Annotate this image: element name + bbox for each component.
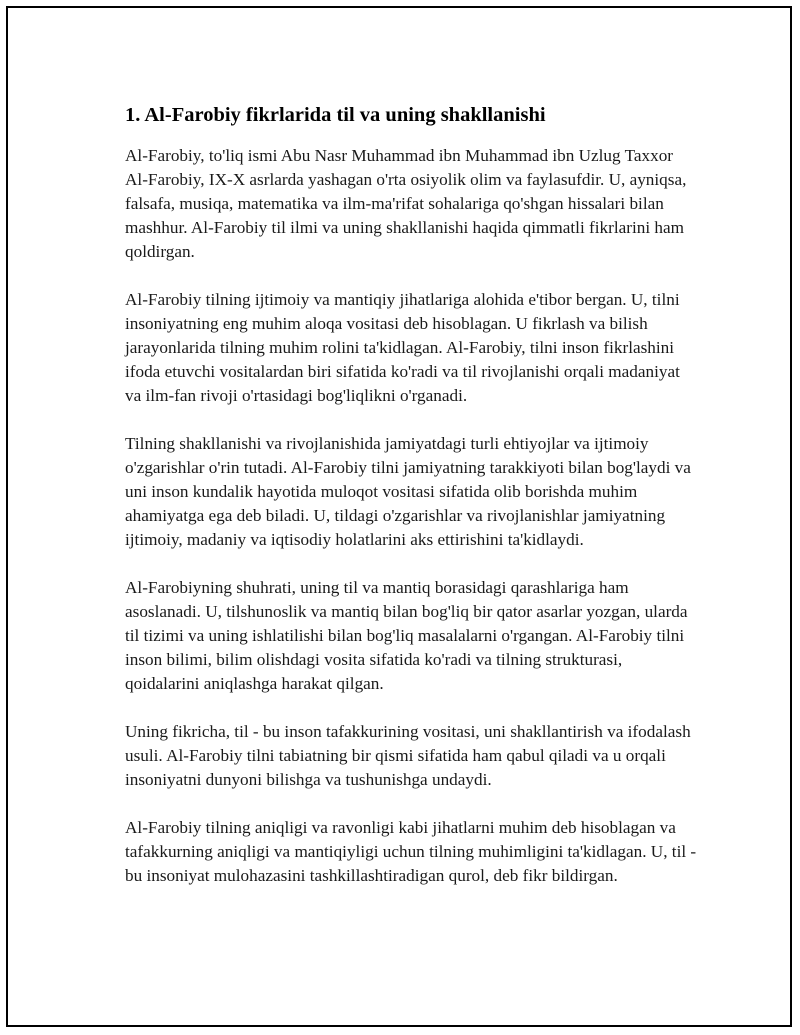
paragraph-2: Al-Farobiy tilning ijtimoiy va mantiqiy jihatlariga alohida e'tibor bergan. U, tilni insoniyatning eng muhim aloqa vositasi deb hisoblagan. U fikrlash va bilish jarayonlarida tilning muhim rolini ta'kidlagan. Al-Farobiy, tilni inson fikrlashini ifoda etuvchi vositalardan biri sifatida ko'radi va til rivojlanishi orqali madaniyat va ilm-fan rivoji o'rtasidagi bog'liqlikni o'rganadi. bbox=[125, 290, 680, 405]
paragraph-5: Uning fikricha, til - bu inson tafakkurining vositasi, uni shakllantirish va ifodalash usuli. Al-Farobiy tilni tabiatning bir qismi sifatida ham qabul qiladi va u orqali insoniyatni dunyoni bilishga va tushunishga undaydi. bbox=[125, 722, 691, 789]
document-body bbox=[125, 102, 697, 912]
paragraph-6: Al-Farobiy tilning aniqligi va ravonligi kabi jihatlarni muhim deb hisoblagan va tafakkurning aniqligi va mantiqiyligi uchun tilning muhimligini ta'kidlagan. U, til - bu insoniyat mulohazasini tashkillashtiradigan qurol, deb fikr bildirgan. bbox=[125, 818, 697, 885]
paragraph-4: Al-Farobiyning shuhrati, uning til va mantiq borasidagi qarashlariga ham asoslanadi. U, tilshunoslik va mantiq bilan bog'liq bir qator asarlar yozgan, ularda til tizimi va uning ishlatilishi bilan bog'liq masalalarni o'rgangan. Al-Farobiy tilni inson bilimi, bilim olishdagi vosita sifatida ko'radi va tilning strukturasi, qoidalarini aniqlashga harakat qilgan. bbox=[125, 578, 688, 693]
paragraph-1: Al-Farobiy, to'liq ismi Abu Nasr Muhammad ibn Muhammad ibn Uzlug Taxxor Al-Farobiy, IX-X asrlarda yashagan o'rta osiyolik olim va faylasufdir. U, ayniqsa, falsafa, musiqa, matematika va ilm-ma'rifat sohalariga qo'shgan hissalari bilan mashhur. Al-Farobiy til ilmi va uning shakllanishi haqida qimmatli fikrlarini ham qoldirgan. bbox=[125, 146, 687, 261]
page-border bbox=[6, 6, 792, 1027]
section-heading: 1. Al-Farobiy fikrlarida til va uning shakllanishi bbox=[125, 104, 546, 126]
paragraph-3: Tilning shakllanishi va rivojlanishida jamiyatdagi turli ehtiyojlar va ijtimoiy o'zgarishlar o'rin tutadi. Al-Farobiy tilni jamiyatning tarakkiyoti bilan bog'laydi va uni inson kundalik hayotida muloqot vositasi sifatida olib borishda muhim ahamiyatga ega deb biladi. U, tildagi o'zgarishlar va rivojlanishlar jamiyatning ijtimoiy, madaniy va iqtisodiy holatlarini aks ettirishini ta'kidlaydi. bbox=[125, 434, 691, 549]
